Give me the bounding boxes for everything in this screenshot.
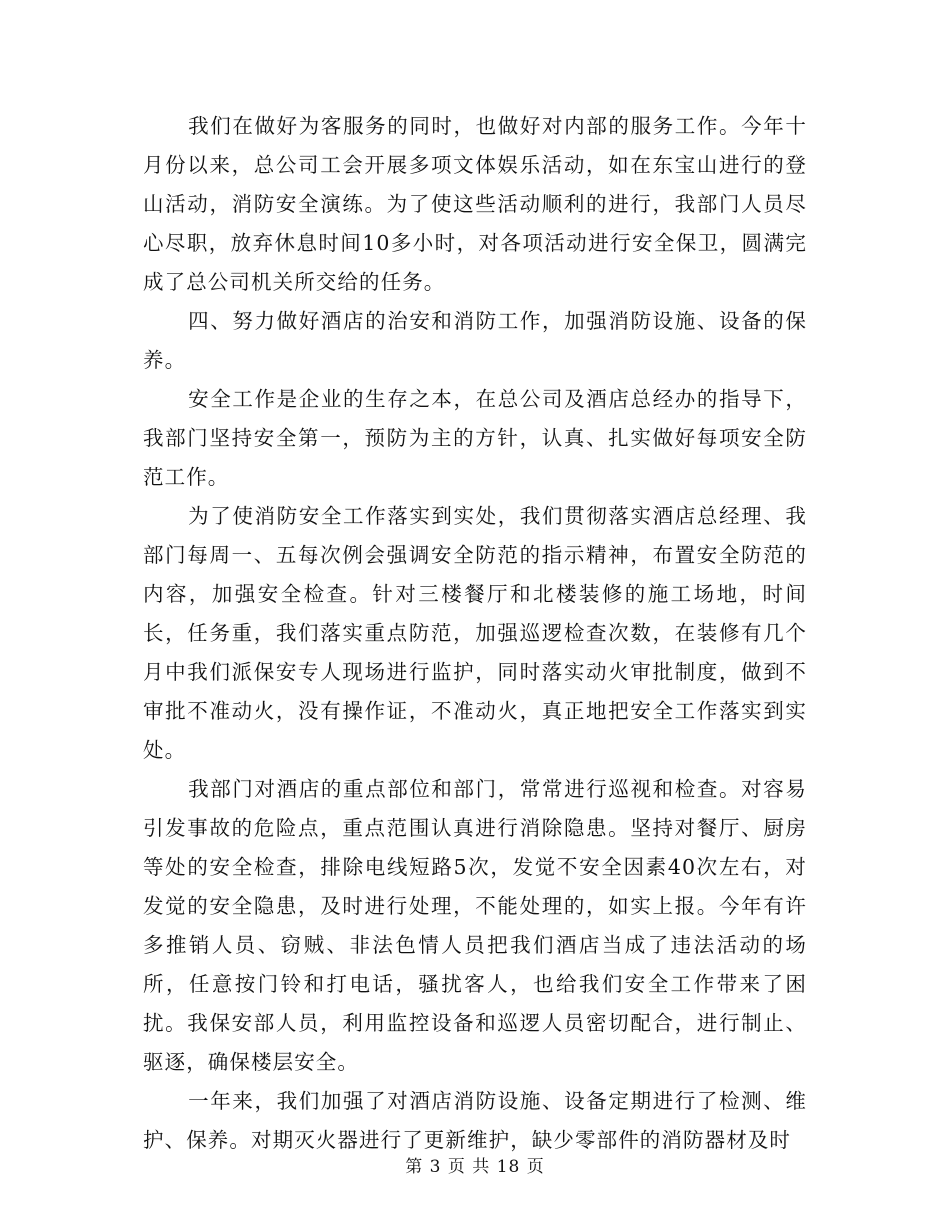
page-footer [0,1152,950,1177]
paragraph-equipment-maintenance: 一年来，我们加强了对酒店消防设施、设备定期进行了检测、维护、保养。对期灭火器进行了更新维护，缺少零部件的消防器材及时 [143,1089,807,1152]
page-number-label: 第 3 页 共 18 页 [405,1157,545,1177]
paragraph-inspections: 我部门对酒店的重点部位和部门，常常进行巡视和检查。对容易引发事故的危险点，重点范围认真进行消除隐患。坚持对餐厅、厨房等处的安全检查，排除电线短路5次，发觉不安全因素40次左右，对发觉的安全隐患，及时进行处理，不能处理的，如实上报。今年有许多推销人员、窃贼、非法色情人员把我们酒店当成了违法活动的场所，任意按门铃和打电话，骚扰客人，也给我们安全工作带来了困扰。我保安部人员，利用监控设备和巡逻人员密切配合，进行制止、驱逐，确保楼层安全。 [143,777,807,1074]
section-heading-security-fire: 四、努力做好酒店的治安和消防工作，加强消防设施、设备的保养。 [143,309,807,372]
document-body [143,107,807,1160]
paragraph-safety-policy: 安全工作是企业的生存之本，在总公司及酒店总经办的指导下，我部门坚持安全第一，预防为主的方针，认真、扎实做好每项安全防范工作。 [143,387,807,489]
paragraph-fire-safety-implementation: 为了使消防安全工作落实到实处，我们贯彻落实酒店总经理、我部门每周一、五每次例会强调安全防范的指示精神，布置安全防范的内容，加强安全检查。针对三楼餐厅和北楼装修的施工场地，时间长，任务重，我们落实重点防范，加强巡逻检查次数，在装修有几个月中我们派保安专人现场进行监护，同时落实动火审批制度，做到不审批不准动火，没有操作证，不准动火，真正地把安全工作落实到实处。 [143,504,807,762]
paragraph-internal-service: 我们在做好为客服务的同时，也做好对内部的服务工作。今年十月份以来，总公司工会开展多项文体娱乐活动，如在东宝山进行的登山活动，消防安全演练。为了使这些活动顺利的进行，我部门人员尽心尽职，放弃休息时间10多小时，对各项活动进行安全保卫，圆满完成了总公司机关所交给的任务。 [143,114,807,294]
